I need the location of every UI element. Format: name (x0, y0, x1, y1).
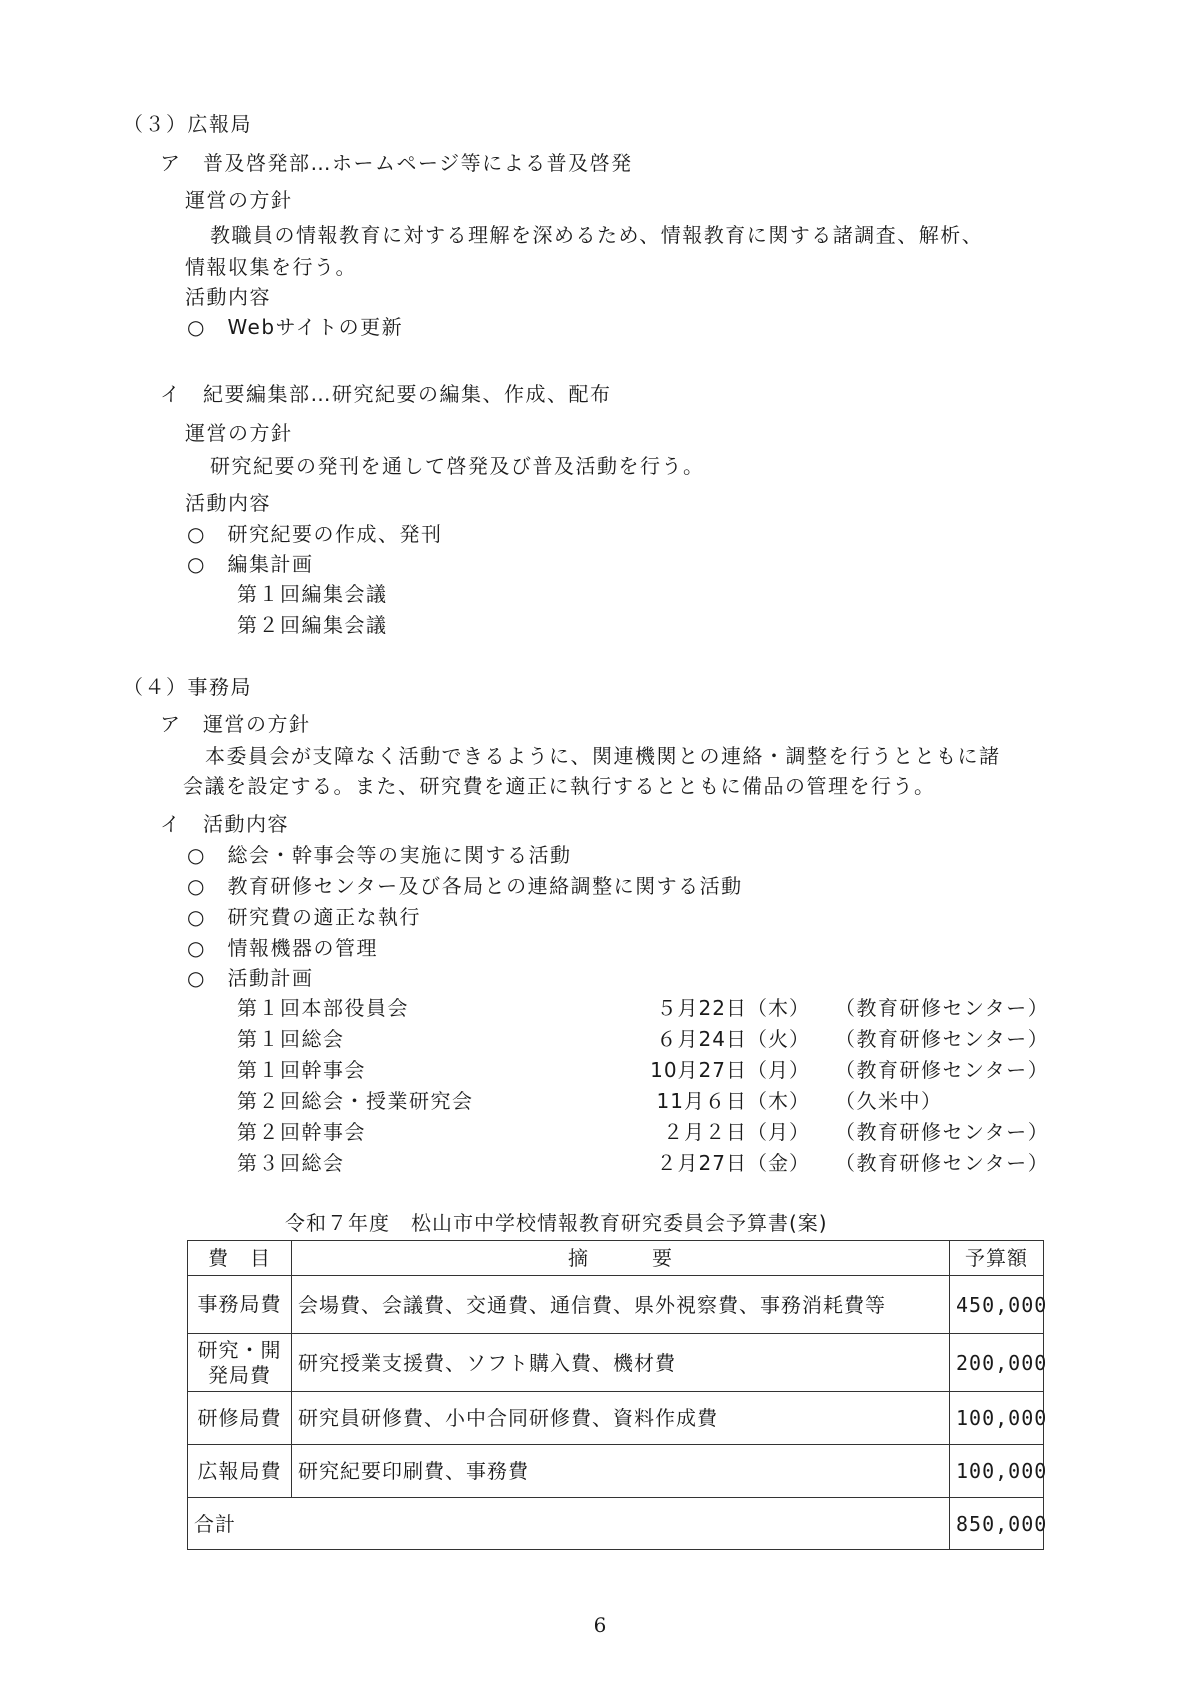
budget-total-amount: 850,000 (950, 1498, 1044, 1550)
budget-row (188, 1392, 1044, 1445)
schedule-event: 第２回幹事会 (237, 1120, 366, 1144)
schedule-place: （教育研修センター） (835, 996, 1050, 1020)
budget-description: 研究員研修費、小中合同研修費、資料作成費 (292, 1392, 950, 1445)
section4-activity-item: ○ 教育研修センター及び各局との連絡調整に関する活動 (187, 874, 743, 898)
budget-header-row (188, 1241, 1044, 1276)
section3-a-policy-label: 運営の方針 (185, 188, 293, 212)
schedule-date: ２月２日（月） (663, 1120, 810, 1144)
schedule-date: ２月27日（金） (656, 1151, 810, 1175)
budget-category: 事務局費 (188, 1276, 292, 1334)
section3-i-activity-label: 活動内容 (185, 491, 271, 515)
section3-i-activity-item: ○ 編集計画 (187, 552, 314, 576)
budget-category: 研修局費 (188, 1392, 292, 1445)
budget-amount: 450,000 (950, 1276, 1044, 1334)
section4-a-title: ア 運営の方針 (160, 712, 311, 736)
schedule-event: 第１回総会 (237, 1027, 345, 1051)
section3-a-policy-line2: 情報収集を行う。 (185, 255, 357, 279)
schedule-row (0, 1122, 1200, 1148)
section4-a-line2: 会議を設定する。また、研究費を適正に執行するとともに備品の管理を行う。 (183, 774, 936, 798)
section4-i-title: イ 活動内容 (160, 812, 289, 836)
section3-i-policy-label: 運営の方針 (185, 421, 293, 445)
budget-header-description: 摘 要 (292, 1241, 950, 1276)
schedule-date: ６月24日（火） (656, 1027, 810, 1051)
section3-i-activity-item: ○ 研究紀要の作成、発刊 (187, 522, 443, 546)
section3-i-plan-item: 第２回編集会議 (237, 613, 388, 637)
budget-description: 研究紀要印刷費、事務費 (292, 1445, 950, 1498)
schedule-place: （教育研修センター） (835, 1058, 1050, 1082)
section3-a-activity-label: 活動内容 (185, 285, 271, 309)
schedule-place: （教育研修センター） (835, 1120, 1050, 1144)
budget-amount: 200,000 (950, 1334, 1044, 1392)
schedule-date: 11月６日（木） (656, 1089, 810, 1113)
section4-activity-item: ○ 情報機器の管理 (187, 936, 378, 960)
budget-category: 広報局費 (188, 1445, 292, 1498)
section3-a-policy-line1: 教職員の情報教育に対する理解を深めるため、情報教育に関する諸調査、解析、 (210, 223, 984, 247)
budget-total-label: 合計 (188, 1498, 950, 1550)
schedule-row (0, 1060, 1200, 1086)
section3-i-title: イ 紀要編集部…研究紀要の編集、作成、配布 (160, 382, 612, 406)
budget-header-category: 費 目 (188, 1241, 292, 1276)
budget-description: 会場費、会議費、交通費、通信費、県外視察費、事務消耗費等 (292, 1276, 950, 1334)
section4-activity-item: ○ 研究費の適正な執行 (187, 905, 421, 929)
budget-category: 研究・開発局費 (188, 1334, 292, 1392)
budget-amount: 100,000 (950, 1445, 1044, 1498)
budget-table (187, 1240, 1048, 1550)
schedule-place: （教育研修センター） (835, 1151, 1050, 1175)
budget-header-amount: 予算額 (950, 1241, 1044, 1276)
schedule-row (0, 1091, 1200, 1117)
budget-amount: 100,000 (950, 1392, 1044, 1445)
budget-row (188, 1276, 1044, 1334)
schedule-event: 第１回本部役員会 (237, 996, 409, 1020)
budget-total-row (188, 1498, 1044, 1550)
schedule-place: （久米中） (835, 1089, 943, 1113)
schedule-event: 第１回幹事会 (237, 1058, 366, 1082)
page-number: 6 (593, 1613, 607, 1637)
section4-activity-item: ○ 活動計画 (187, 966, 314, 990)
schedule-date: 10月27日（月） (650, 1058, 810, 1082)
budget-row (188, 1334, 1044, 1392)
section3-i-plan-item: 第１回編集会議 (237, 582, 388, 606)
section3-i-policy-line1: 研究紀要の発刊を通して啓発及び普及活動を行う。 (210, 454, 705, 478)
budget-description: 研究授業支援費、ソフト購入費、機材費 (292, 1334, 950, 1392)
schedule-row (0, 1153, 1200, 1179)
section4-a-line1: 本委員会が支障なく活動できるように、関連機関との連絡・調整を行うとともに諸 (205, 744, 1001, 768)
section3-heading: （３）広報局 (123, 112, 252, 136)
section4-activity-item: ○ 総会・幹事会等の実施に関する活動 (187, 843, 572, 867)
schedule-row (0, 1029, 1200, 1055)
section3-a-activity-item: ○ Webサイトの更新 (187, 315, 404, 339)
section4-heading: （４）事務局 (123, 675, 252, 699)
schedule-place: （教育研修センター） (835, 1027, 1050, 1051)
budget-row (188, 1445, 1044, 1498)
section3-a-title: ア 普及啓発部…ホームページ等による普及啓発 (160, 151, 633, 175)
budget-title: 令和７年度 松山市中学校情報教育研究委員会予算書(案) (285, 1211, 828, 1235)
schedule-row (0, 998, 1200, 1024)
schedule-event: 第３回総会 (237, 1151, 345, 1175)
schedule-event: 第２回総会・授業研究会 (237, 1089, 474, 1113)
schedule-date: ５月22日（木） (656, 996, 810, 1020)
